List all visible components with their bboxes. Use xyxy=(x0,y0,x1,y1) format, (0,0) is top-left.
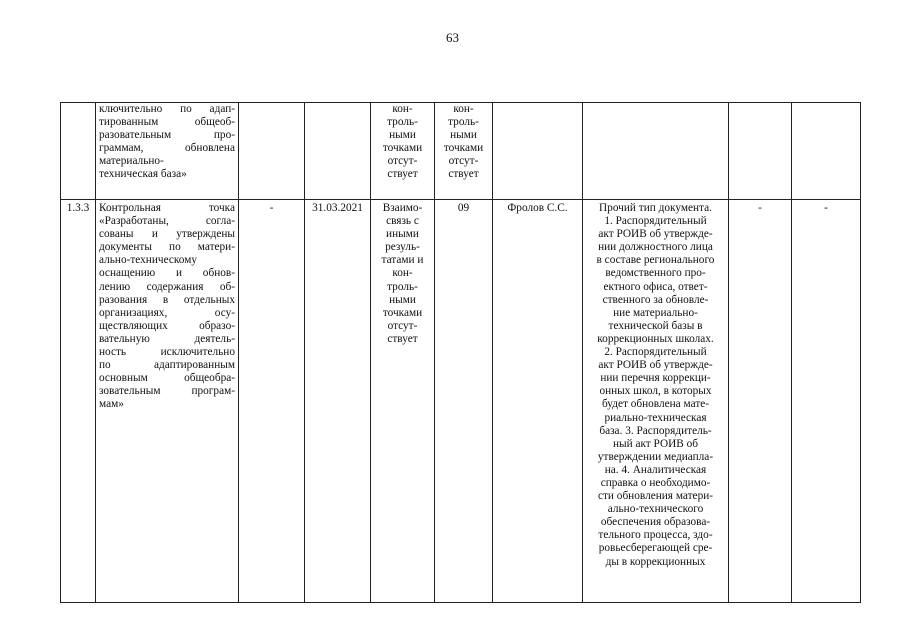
cell-num-continued xyxy=(61,103,96,200)
cell-num: 1.3.3 xyxy=(61,200,96,603)
cell-end-continued xyxy=(305,103,371,200)
cell-document: Прочий тип документа. 1. Распорядительный акт РОИВ об утвержде- нии должностного лица в составе регионального ведомственного про- ектного офиса, ответ- ственного за обновле- ние материально- технической базы в коррекционных школах. 2. Распорядительный акт РОИВ об утвержде- нии перечня коррекци- онных школ, в которых будет обновлена мате- риально-техническая база. 3. Распорядитель- ный акт РОИВ об утверждении медиапла- на. 4. Аналитическая справка о необходимо- сти обновления матери- ально-технического обеспечения образова- тельного процесса, здо- ровьесберегающей сре- ды в коррекционных xyxy=(583,200,729,603)
cell-name: Контрольная точка «Разработаны, согла- сованы и утверждены документы по матери- ально-техническому оснащению и обнов- лению содержания об- разования в отдельных организациях, осу- ществляющих образо- вательную деятель- ность исключительно по адаптированным основным общеобра- зовательным програм- мам» xyxy=(96,200,239,603)
cell-name-continued: ключительно по адап- тированным общеоб- разовательным про- граммам, обновлена материально- техническая база» xyxy=(96,103,239,200)
plan-table xyxy=(60,102,861,603)
cell-a-continued xyxy=(729,103,792,200)
cell-b-continued xyxy=(792,103,861,200)
cell-b: - xyxy=(792,200,861,603)
table-row-1-3-3 xyxy=(61,200,861,603)
cell-responsible-continued xyxy=(493,103,583,200)
cell-a: - xyxy=(729,200,792,603)
table-row-continued xyxy=(61,103,861,200)
cell-document-continued xyxy=(583,103,729,200)
cell-level-continued: кон- троль- ными точками отсут- ствует xyxy=(435,103,493,200)
cell-level: 09 xyxy=(435,200,493,603)
cell-responsible: Фролов С.С. xyxy=(493,200,583,603)
cell-link-continued: кон- троль- ными точками отсут- ствует xyxy=(371,103,435,200)
cell-start-continued xyxy=(239,103,305,200)
page-number: 63 xyxy=(446,30,459,45)
cell-start-date: - xyxy=(239,200,305,603)
cell-link: Взаимо- связь с иными резуль- татами и кон- троль- ными точками отсут- ствует xyxy=(371,200,435,603)
cell-end-date: 31.03.2021 xyxy=(305,200,371,603)
